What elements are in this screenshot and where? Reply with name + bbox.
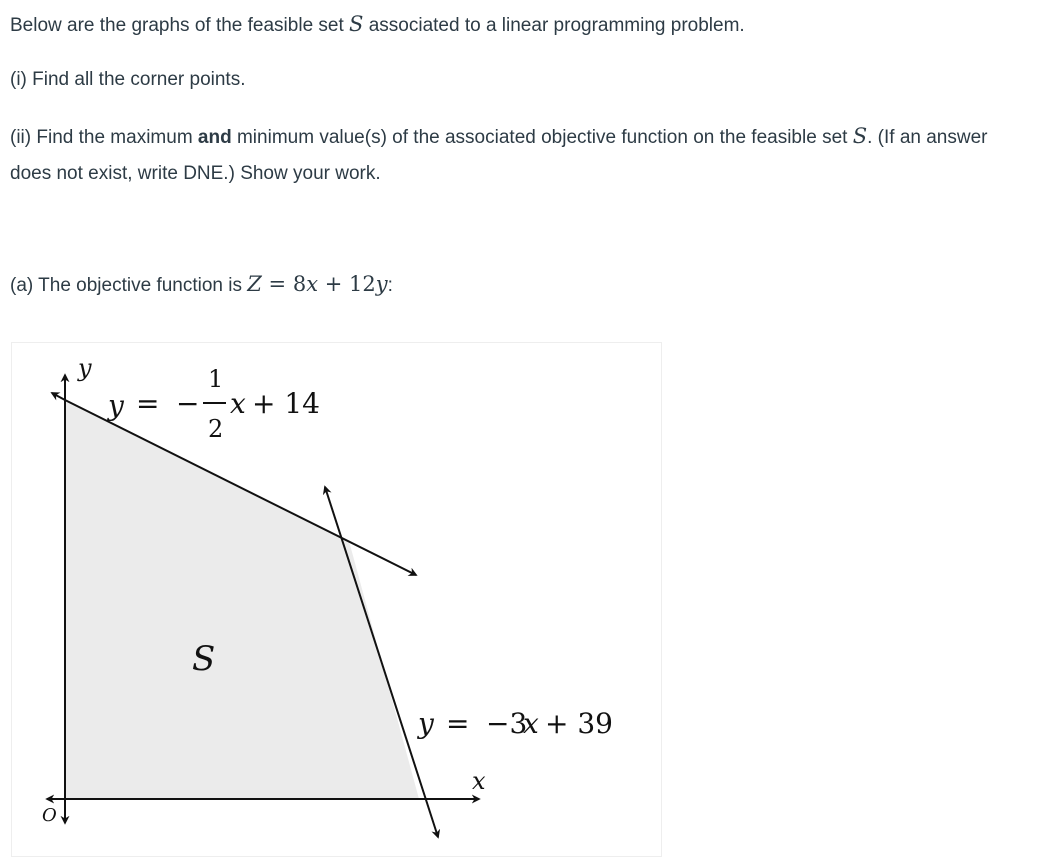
part-ii-text: (ii) Find the maximum and minimum value(s) of the associated objective function on the feasible set S. (If an answer does not exist, write DNE.) Show your work.: [10, 124, 988, 184]
svg-text:2: 2: [208, 415, 224, 443]
svg-text:x: x: [523, 707, 539, 740]
objective-function: Z = 8x + 12y: [247, 272, 388, 296]
svg-text:y: y: [418, 707, 434, 740]
part-i-text: (i) Find all the corner points.: [10, 69, 246, 90]
svg-text:x: x: [230, 387, 246, 420]
line1-equation-label: [106, 365, 320, 443]
svg-text:=: =: [446, 707, 470, 740]
x-axis-label: x: [472, 767, 486, 795]
intro-text: Below are the graphs of the feasible set S associated to a linear programming problem.: [10, 12, 745, 36]
y-axis-label: y: [78, 354, 92, 382]
svg-text:−3: −3: [486, 707, 528, 740]
set-symbol: S: [852, 124, 868, 148]
line2-equation-label: [416, 707, 613, 740]
graph-svg: [12, 343, 663, 858]
svg-text:1: 1: [208, 365, 224, 393]
origin-label: O: [42, 805, 57, 826]
part-a-text: (a) The objective function is Z = 8x + 12y:: [10, 272, 393, 296]
svg-text:=: =: [136, 387, 160, 420]
feasible-region: [65, 400, 419, 799]
set-symbol: S: [349, 12, 364, 36]
svg-text:y: y: [108, 389, 124, 422]
svg-text:−: −: [176, 387, 200, 420]
region-label: S: [192, 639, 216, 679]
svg-text:+ 39: + 39: [545, 707, 613, 740]
svg-text:+ 14: + 14: [252, 387, 320, 420]
bold-and: and: [197, 127, 232, 148]
feasible-set-graph: [11, 342, 662, 857]
constraint-line-1-left-tip: [52, 393, 65, 400]
